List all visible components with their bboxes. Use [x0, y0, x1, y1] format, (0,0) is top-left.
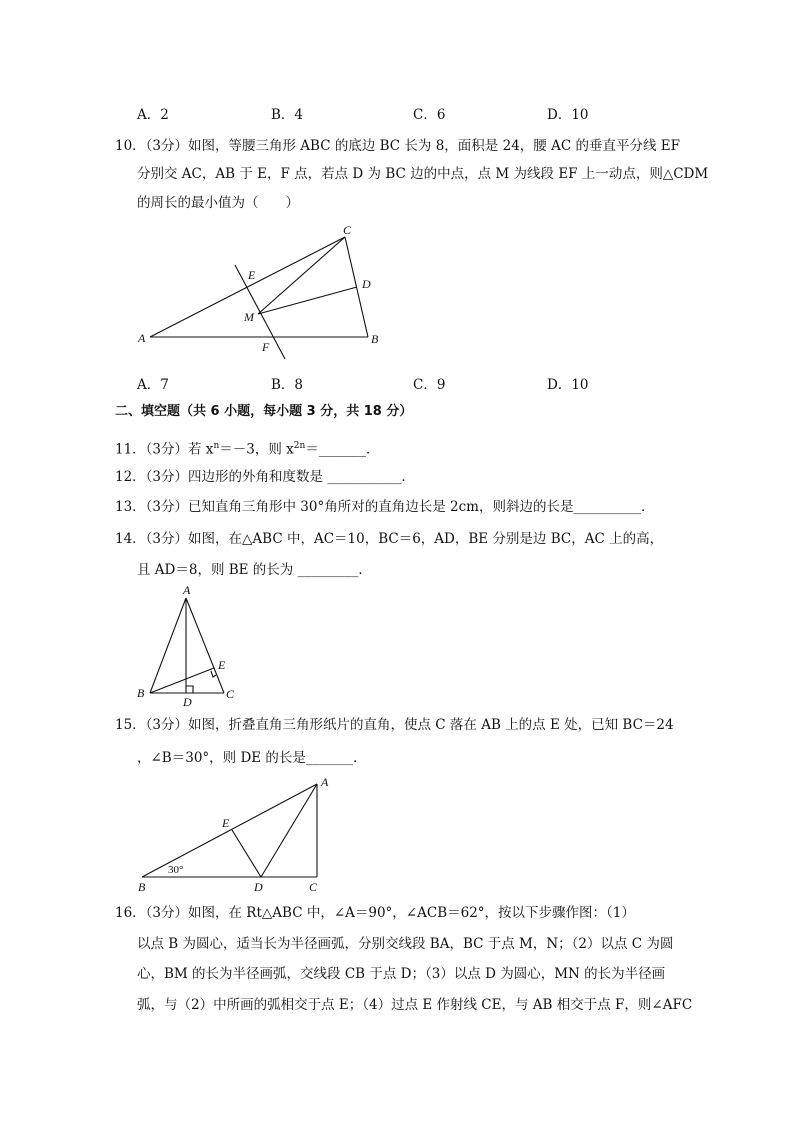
q16-line-4: 弧，与（2）中所画的弧相交于点 E；（4）过点 E 作射线 CE，与 AB 相交于点 F，则∠AFC [137, 997, 693, 1013]
q9-option-c: C．6 [413, 107, 446, 123]
label-b: B [137, 686, 145, 700]
q11: 11．（3分）若 $x^n=-3$，则 $x^{2n}=\_\_\_\_\_\_\_$． [115, 441, 380, 458]
label-d: D [254, 880, 263, 894]
q15-figure [132, 772, 342, 894]
label-a: A [138, 331, 146, 345]
label-d: D [183, 695, 192, 708]
q12: 12．（3分）四边形的外角和度数是 ___________． [115, 469, 416, 485]
q16-line-1: 16．（3分）如图，在 Rt△ABC 中，∠A＝90°，∠ACB＝62°，按以下步骤作图：（1） [115, 905, 635, 921]
right-angle-d [186, 686, 193, 693]
segment-ad [261, 784, 317, 877]
label-b: B [138, 880, 146, 894]
q10-line-2: 分别交 AC，AB 于 E，F 点，若点 D 为 BC 边的中点，点 M 为线段 EF 上一动点，则△CDM [137, 166, 709, 182]
q10-line-1: 10．（3分）如图，等腰三角形 ABC 的底边 BC 长为 8，面积是 24，腰 AC 的垂直平分线 EF [115, 138, 680, 154]
label-e: E [248, 268, 256, 282]
section-2-heading: 二、填空题（共 6 小题，每小题 3 分，共 18 分） [115, 404, 413, 419]
q9-option-d: D．10 [547, 107, 589, 123]
q14-line-1: 14．（3分）如图，在△ABC 中，AC＝10，BC＝6，AD，BE 分别是边 BC，AC 上的高， [115, 531, 664, 547]
label-a: A [183, 583, 191, 597]
q15-line-1: 15．（3分）如图，折叠直角三角形纸片的直角，使点 C 落在 AB 上的点 E 处，已知 BC＝24 [115, 717, 674, 733]
q10-figure [130, 222, 390, 362]
q9-option-a: A．2 [137, 107, 169, 123]
q10-option-a: A．7 [137, 377, 169, 393]
q16-line-3: 心，BM 的长为半径画弧，交线段 CB 于点 D；（3）以点 D 为圆心，MN 的长为半径画 [137, 966, 666, 982]
q10-option-d: D．10 [547, 377, 589, 393]
label-c: C [226, 687, 235, 701]
label-d: D [362, 277, 371, 291]
segment-ab [150, 598, 186, 693]
label-e: E [222, 816, 230, 830]
label-e: E [218, 658, 226, 672]
label-b: B [371, 332, 379, 346]
angle-label: 30° [168, 864, 184, 876]
q14-figure [132, 583, 247, 708]
label-a: A [321, 775, 329, 789]
q13: 13．（3分）已知直角三角形中 30°角所对的直角边长是 2cm，则斜边的长是__________． [115, 499, 655, 515]
q15-line-2: ，∠B＝30°，则 DE 的长是_______． [137, 750, 367, 766]
q10-option-b: B．8 [271, 377, 304, 393]
segment-ed [232, 830, 261, 877]
label-c: C [309, 880, 318, 894]
label-c: C [343, 223, 352, 237]
segment-ac [186, 598, 224, 693]
q10-option-c: C．9 [413, 377, 446, 393]
q10-line-3: 的周长的最小值为（ ） [137, 195, 299, 211]
q9-option-b: B．4 [271, 107, 304, 123]
q16-line-2: 以点 B 为圆心，适当长为半径画弧，分别交线段 BA，BC 于点 M，N；（2）以点 C 为圆 [137, 936, 674, 952]
label-f: F [262, 340, 270, 354]
altitude-be [150, 668, 214, 693]
q14-line-2: 且 AD＝8，则 BE 的长为 _________． [137, 562, 372, 578]
label-m: M [244, 310, 254, 324]
